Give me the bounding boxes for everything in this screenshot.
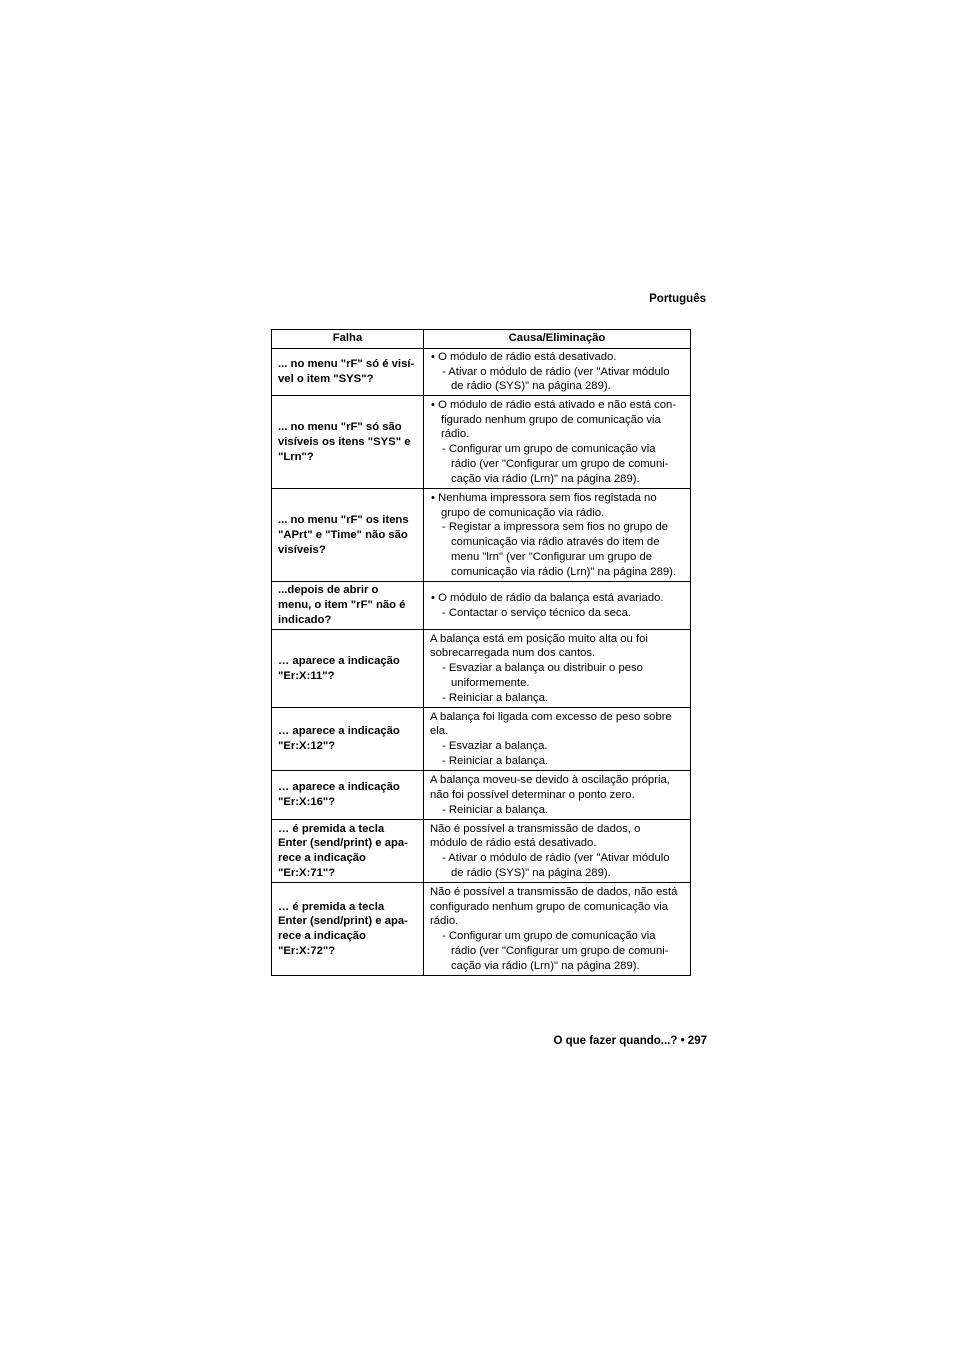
cause-text-line: de rádio (SYS)" na página 289).: [451, 866, 611, 879]
table-row: [272, 348, 691, 395]
table-row: [272, 771, 691, 820]
cause-text-line: grupo de comunicação via rádio.: [441, 506, 605, 519]
cause-text-line: A balança moveu-se devido à oscilação própria,: [430, 773, 670, 786]
cause-text-line: - Esvaziar a balança ou distribuir o peso: [442, 662, 643, 675]
fault-text-line: "Er:X:16"?: [278, 796, 336, 809]
cause-text-line: uniformemente.: [451, 677, 530, 690]
cause-text-line: - Ativar o módulo de rádio (ver "Ativar módulo: [442, 852, 670, 865]
cause-text-line: - Registar a impressora sem fios no grupo de: [442, 521, 669, 534]
cause-cell: [424, 708, 691, 771]
fault-text-line: ... no menu "rF" só é visí-: [278, 358, 415, 371]
cause-text-line: • O módulo de rádio está desativado.: [431, 350, 617, 363]
cause-text-line: comunicação via rádio através do item de: [451, 536, 660, 549]
fault-cell: [272, 582, 424, 630]
cause-text-line: - Configurar um grupo de comunicação via: [442, 443, 656, 456]
cause-text-line: sobrecarregada num dos cantos.: [430, 647, 596, 660]
fault-text-line: "APrt" e "Time" não são: [278, 528, 408, 541]
fault-text-line: "Er:X:71"?: [278, 866, 336, 879]
fault-text-line: … é premida a tecla: [278, 900, 385, 913]
table-row: [272, 820, 691, 883]
cause-text-line: menu "lrn" (ver "Configurar um grupo de: [451, 550, 653, 563]
table-row: [272, 489, 691, 582]
cause-text-line: comunicação via rádio (Lrn)" na página 289).: [451, 565, 677, 578]
fault-text-line: ...depois de abrir o: [278, 584, 379, 597]
fault-cell: [272, 820, 424, 883]
fault-text-line: ... no menu "rF" só são: [278, 420, 402, 433]
cause-text-line: rádio (ver "Configurar um grupo de comuni-: [451, 944, 669, 957]
page-language-label: Português: [649, 293, 706, 305]
fault-text-line: ... no menu "rF" os itens: [278, 513, 409, 526]
page-footer: O que fazer quando...? • 297: [553, 1035, 707, 1047]
cause-text-line: cação via rádio (Lrn)" na página 289).: [451, 472, 640, 485]
cause-cell: [424, 348, 691, 395]
cause-text-line: • O módulo de rádio está ativado e não está con-: [431, 398, 677, 411]
table-row: [272, 396, 691, 489]
fault-cell: [272, 883, 424, 976]
cause-text-line: - Configurar um grupo de comunicação via: [442, 930, 656, 943]
cause-text-line: Não é possível a transmissão de dados, o: [430, 822, 641, 835]
cause-text-line: • O módulo de rádio da balança está avariado.: [431, 591, 664, 604]
header-cause: Causa/Eliminação: [424, 330, 691, 349]
cause-text-line: A balança foi ligada com excesso de peso sobre: [430, 710, 672, 723]
fault-cell: [272, 708, 424, 771]
cause-text-line: - Reiniciar a balança.: [442, 691, 549, 704]
fault-text-line: "Lrn"?: [278, 450, 314, 463]
cause-text-line: • Nenhuma impressora sem fios registada no: [431, 491, 657, 504]
fault-cell: [272, 771, 424, 820]
fault-text-line: … aparece a indicação: [278, 725, 400, 738]
fault-text-line: … aparece a indicação: [278, 781, 400, 794]
cause-cell: [424, 820, 691, 883]
fault-text-line: visíveis?: [278, 543, 326, 556]
table-header-row: [272, 330, 691, 349]
cause-cell: [424, 582, 691, 630]
fault-text-line: vel o item "SYS"?: [278, 372, 374, 385]
fault-text-line: indicado?: [278, 614, 332, 627]
cause-text-line: cação via rádio (Lrn)" na página 289).: [451, 959, 640, 972]
cause-text-line: - Reiniciar a balança.: [442, 803, 549, 816]
cause-cell: [424, 489, 691, 582]
cause-text-line: rádio (ver "Configurar um grupo de comuni-: [451, 457, 669, 470]
fault-cell: [272, 396, 424, 489]
fault-text-line: … aparece a indicação: [278, 654, 400, 667]
fault-text-line: Enter (send/print) e apa-: [278, 915, 408, 928]
cause-text-line: não foi possível determinar o ponto zero.: [430, 788, 635, 801]
table-row: [272, 582, 691, 630]
troubleshooting-table: [271, 329, 691, 976]
cause-text-line: de rádio (SYS)" na página 289).: [451, 380, 611, 393]
cause-text-line: ela.: [430, 725, 449, 738]
cause-text-line: figurado nenhum grupo de comunicação via: [441, 413, 661, 426]
fault-cell: [272, 489, 424, 582]
cause-text-line: rádio.: [430, 915, 459, 928]
fault-text-line: rece a indicação: [278, 930, 366, 943]
fault-text-line: Enter (send/print) e apa-: [278, 837, 408, 850]
cause-text-line: rádio.: [441, 428, 470, 441]
fault-text-line: "Er:X:72"?: [278, 944, 336, 957]
cause-cell: [424, 396, 691, 489]
table-row: [272, 883, 691, 976]
fault-cell: [272, 348, 424, 395]
cause-text-line: configurado nenhum grupo de comunicação via: [430, 900, 669, 913]
fault-text-line: menu, o item "rF" não é: [278, 599, 406, 612]
cause-text-line: - Esvaziar a balança.: [442, 740, 548, 753]
cause-text-line: - Ativar o módulo de rádio (ver "Ativar módulo: [442, 365, 670, 378]
cause-text-line: Não é possível a transmissão de dados, não está: [430, 885, 678, 898]
cause-text-line: - Reiniciar a balança.: [442, 754, 549, 767]
table-row: [272, 630, 691, 708]
cause-cell: [424, 630, 691, 708]
cause-text-line: A balança está em posição muito alta ou foi: [430, 632, 648, 645]
cause-text-line: - Contactar o serviço técnico da seca.: [442, 606, 631, 619]
cause-cell: [424, 771, 691, 820]
table-row: [272, 708, 691, 771]
cause-text-line: módulo de rádio está desativado.: [430, 837, 597, 850]
fault-text-line: visíveis os itens "SYS" e: [278, 435, 411, 448]
fault-cell: [272, 630, 424, 708]
header-fault: Falha: [272, 330, 424, 349]
cause-cell: [424, 883, 691, 976]
fault-text-line: … é premida a tecla: [278, 822, 385, 835]
fault-text-line: "Er:X:12"?: [278, 740, 336, 753]
fault-text-line: rece a indicação: [278, 852, 366, 865]
fault-text-line: "Er:X:11"?: [278, 669, 335, 682]
